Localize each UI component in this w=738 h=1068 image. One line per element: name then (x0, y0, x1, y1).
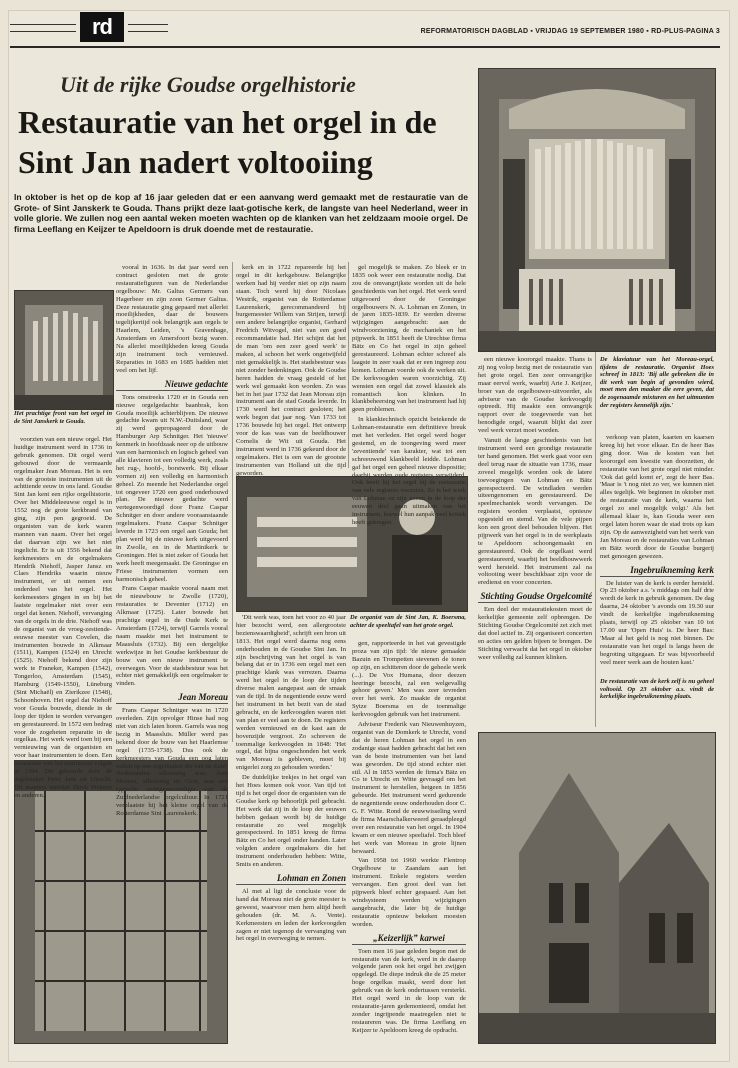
column-4-top (352, 264, 466, 526)
column-1-text: voorzien van een nieuw orgel. Het huidige instrument werd in 1736 in gebruik genomen. Dit orgel werd gebouwd door de vermaarde orgelmaker Jean Moreau. Het is een van de grootste instrumenten uit de achttiende eeuw in ons land. Goudse Sint Jan kent een rijke orgelhistorie. Over het Middeleeuwse orgel is in 1552 nog de grote kerkbrand van ging, zijn pen gegroeid. De organisten van de kerk waren mannen van naam. Over het orgel dat daarvan zijn we het niet ingelicht. Er is uit 1556 bekend dat kerkmeesters en de orgelmakers Hendrik Niehoff, Jasper Jansz en Claes Hendriks waarin nieuw instrument, er uit nemen een onderdeel van het orgel. Het kerkmeesters gingen in en bij het laatste orgelmaker niet over een orgel dat kenen. Niehoff, vervanging van de orgels in de drie. Niehoff was de organist van de vroeg-zestiende-eeuwse meester van Covelen, die instrumenten bouwde in Alkmaar (1511), Kampen (1524) en Utrecht (1525). Niehoff bekend door zijn werk te Franeker, Kampen (1542), Tongerloo, Amsterdam (1545), Hamburg (1549-1550), Lüneburg (Sint Michaël) en Zierikzee (1548), Schoonhoven. Het orgel dat Niehoff voor Gouda bouwde, diende in de loop der tijden te worden vervangen en gerestaureerd. In 1572 een bedrag voor de zogeheten reparatie in de orgelkas. Het werk werd toen bij een vernieuwing van de organisten en voor haar instrumenten te doen. Een restauratie van het instrument volgde in 1594. Dit gebeurde door de orgelmaker Peter Jans uit Utrecht. Dit mannen meester Dirck Pietersz en anderen. (14, 436, 112, 799)
column-6 (600, 434, 714, 674)
old-organ-photo (14, 290, 114, 410)
klaviatuur-caption: De klaviatuur van het Moreau-orgel, tijdens de restauratie. Organist Hoes schreef in 1813: 'Bij alle gebreken die in dit werk van begin af gevonden wierd, moet men den maaker die eere geven, dat de zogenaamde mixturen en het uitmunten der registers kennelijk zijn.' (600, 356, 714, 409)
column-3-text-c: De duidelijke trekjes in het orgel van het Hoes komen ook voor. Van tijd tot tijd is het orgel door de organisten van de Goudse kerk op behoorlijk peil gebracht. Het werk dat zij in de loop der eeuwen hebben gedaan wordt bij de huidige restauratie zo veel mogelijk gerespecteerd. In 1851 kreeg de firma Bätz en Co het orgel onder handen. Later volgden andere orgelmakers die het instrument onderhouden hebben: Witte, Smits en anderen. (236, 774, 346, 869)
column-4-text-b: In klanktechnisch opzicht betekende de Lohman-restauratie een definitieve breuk met het verleden. Het orgel werd hoger gestemd, en de toongeving werd meer 'zeventiende' van karakter, wat tot een schreeuwend klankbeeld leidde. Lohman gaf het orgel een geheel nieuwe dispositie; daarbij werden oude registers verwijderd. Ook heeft hij het orgel bij de restauratie van vele registers voorzien. Zo is het werk van Lohman en zijn zonen in de loop der eeuwen deel gaan uitmaken van het instrument, hoewel hun aanpak veel kritiek heeft gekregen. (352, 416, 466, 526)
logo-rule-left (10, 24, 76, 32)
column-5-text-c: Een deel der restauratiekosten moet de kerkelijke gemeente zelf opbrengen. De Stichting Goudse Orgelcomité zet zich met dat doel actief in. Zij organiseert concerten en acties om gelden bijeen te brengen. De Stichting verwacht dat het orgel in oktober weer volledig zal kunnen klinken. (478, 606, 592, 661)
column-3-text-d: Al met al ligt de conclusie voor de hand dat Moreau niet de grote meester is geweest, waarvoor men hem altijd heeft gehouden (dr. M. A. Vente). Kerkmeesters en leden der kerkvoogden zagen er niet tegenop de vervanging van het orgel in overweging te nemen. (236, 888, 346, 943)
church-photo (478, 732, 716, 1044)
masthead-bar (10, 10, 720, 48)
column-5-text-a: een nieuwe koororgel maakte. Thans is zij nog volop bezig met de restauratie van het grote orgel. Een zeer omvangrijke maar eervol werk, waarbij Arie J. Keijzer, broer van de orgelbouwer-uitvoerder, als adviseur van de Goudse kerkvoogdij optreedt. Hij maakte een omvangrijk rapport over de toegevoerde van het benodigde orgel, waaruit blijkt dat zeer veel werk verzet moet worden. (478, 356, 592, 435)
article-intro: In oktober is het op de kop af 16 jaar geleden dat er een aanvang werd gemaakt met de restauratie van de Grote- of Sint Janskerk te Gouda. Thans prijkt deze laat-gotische kerk, de langste van heel Nederland, weer in volle glorie. We zullen nog een aantal weken moeten wachten op de klanken van het zeldzaam mooie orgel. De firma Leeflang en Keijzer te Apeldoorn is druk doende met de restauratie. (14, 192, 468, 234)
old-organ-caption: Het prachtige front van het orgel in de Sint Janskerk te Gouda. (14, 410, 112, 425)
column-4-text-f: Toen men 16 jaar geleden begon met de restauratie van de kerk, werd in de daarop volgende jaren ook het orgel het zwijgen opgelegd. De diepe indruk die de 25 meter hoge orgelkas maakt, werd door het gebruik van de kerk ondertussen versterkt. Het orgel werd in de loop van de restauratie-jaren gedemonteerd, omdat het zonder ingrijpende maatregelen niet te restaureren was. De firma Leeflang en Keijzer te Apeldoorn kreeg de opdracht. (352, 947, 466, 1034)
column-3-lower (236, 614, 346, 1042)
subhead-keizerlijk-karwei: „Keizerlijk” karwei (352, 933, 466, 945)
column-rule (595, 352, 596, 727)
column-4-text-c: gen, rapporteerde in het vat gevestigde proza van zijn tijd: 'de nieuw gemaakte Bazuin en Trompetten stevenen de tonen op zijn, en schitteren door de geheele werk (...). De Vox Humana, door deezen heeringe bezocht, zal een welgevallig gehoor geven.' Men was zeer tevreden over het werk. Zo maakte de organist Sytze Boersma en de toenmalige kerkvoogden gebruik van het instrument. (352, 640, 466, 719)
column-6-text-b: De luister van de kerk is eerder hersteld. Op 23 oktober a.s. 's middags om half drie wordt de kerk in gebruik genomen. De dag daarna, 24 oktober 's avonds om 19.30 uur vindt de kerkelijke ingebruikneming plaats, terwijl op 25 oktober van 10 tot 17.00 uur 'Open Huis' is. De heer Bas: 'Maar al het geld is nog niet binnen. De restauratie van het orgel is langs heen de begroting uitgegaan. Er was bijvoorbeeld veel meer werk aan de houten kast.' (600, 579, 714, 666)
article-headline: Restauratie van het orgel in de Sint Jan nadert voltooiing (18, 104, 437, 180)
logo-rule-right (128, 24, 168, 32)
column-rule (232, 262, 233, 742)
column-3-top (236, 264, 346, 477)
column-2-text-d: Frans Caspar Schnitger was in 1720 overleden. Zijn opvolger Hinse had nog niet van zich laten horen. Garrels was nog bezig in Maassluis. Müller werd pas bekend door de bouw van het Haarlemse orgel (1735-1738). Dus ook de kerkmeesters van Gouda een oog laten vallen op een orgelmaker die van de Zuid-Nederlanden afkomstig was: Jean Moreau, afkomstig uit Gent, was een typische vertegenwoordiger van de Zuidnederlandse orgelcultuur. In 1721 verplaatste hij het kleine orgel van de Rotterdamse Sint Laurenskerk. (116, 707, 228, 817)
organist-caption: De organist van de Sint Jan, K. Boersma, achter de speeltafel van het grote orgel. (350, 614, 466, 629)
column-2 (116, 264, 228, 817)
subhead-ingebruikneming: Ingebruikneming kerk (600, 565, 714, 577)
column-6-text-a: verkoop van platen, kaarten en kaarsen kreeg hij het voor elkaar. En de heer Bas ging door. Was de kosten van het koororgel een kwestie van doorzetten, de restauratie van het grote orgel niet minder. 'Ook dat geld komt er', zegt de heer Bas. 'Maar is 't nog niet zo ver, we kunnen niet alles tegelijk. We beginnen in oktober met de restauratie van de kerk, waarna het orgel zo snel mogelijk volgt.' Als het allemaal klaar is, kan Gouda weer een orgel laten horen waar de stad trots op kan zijn. Op de aanwezigheid van het werk van Jan Moreau en de restauraties van Lohman en Bätz wordt door de Goudse burgerij met genoegen gewezen. (600, 434, 714, 560)
subhead-stichting: Stichting Goudse Orgelcomité (478, 591, 592, 603)
column-3-text-a: kerk en in 1722 repareerde hij het orgel in dit kerkgebouw. Belangrijke werken had hij verder niet op zijn naam staan. Toch werd hij door Nicolaas Westrik, organist van de Rotterdamse Laurenskerk, gerecommandeerd bij burgemeester Willem van Strijen, terwijl een andere belangrijke organist, Gerhard Fredrich Witvogel, niet van een goed recommandatie had. Het schijnt dat het de man 'om een zeer goed werk' te maken, al schoon het werk ongetwijfeld niet gemakkelijk is. Het stadsbestuur was niet zonder bedenkingen. Ook de Goudse heren hadden de vraag gesteld of het werk wel gemaakt kon worden. Zo was het in het jaar 1732 dat Jean Moreau zijn instrument aan de stad Gouda leverde. In 1730 werd het contract gesloten; het werk begon dat jaar nog. Van 1733 tot 1736 bouwde hij het orgel. Het ontwerp voor de kas was van de beeldhouwer Cornelis de Wit uit Gouda. Het instrument werd in 1736 gekeurd door de orgelmakers. Het is een van de grootste instrumenten van Holland uit die tijd geworden. (236, 264, 346, 477)
subhead-lohman-en-zonen: Lohman en Zonen (236, 873, 346, 885)
masthead-line: REFORMATORISCH DAGBLAD ▪ VRIJDAG 19 SEPTEMBER 1980 ▪ RD-PLUS-PAGINA 3 (420, 28, 720, 35)
column-5 (478, 356, 592, 728)
column-rule (348, 262, 349, 468)
newspaper-logo: rd (80, 12, 124, 42)
article-kicker: Uit de rijke Goudse orgelhistorie (60, 72, 356, 97)
subhead-nieuwe-gedachte: Nieuwe gedachte (116, 379, 228, 391)
column-2-text-a: vooral in 1636. In dat jaar werd een contract gesloten met de grote restauratiefiguren van de Nederlandse orgelbouw: Mr. Galtus Germers van Hagerbeer en zijn zoon Germer Galtus. Deze restauratie ging gepaard met allerlei moeilijkheden, daar de bouwers tegelijkertijd ook belangrijk aan orgels te Haarlem, Leiden, 's Gravenhage, Amsterdam en Amersfoort bezig waren. Na allerlei moeilijkheden kreeg Gouda zijn instrument toch vernieuwd. Reparaties in 1683 en 1685 hadden niet veel om het lijf. (116, 264, 228, 374)
subhead-jean-moreau: Jean Moreau (116, 692, 228, 704)
column-5-text-b: Vanuit de lange geschiedenis van het instrument werd een grondige restauratie ter hand genomen. Het werk gaat voor een deel terug naar de situatie van 1736, maar zoveel mogelijk worden ook de latere toevoegingen van Lohman en Bätz gerespecteerd. De windladen werden uiteengenomen en gerestaureerd. De speelmechaniek wordt vervangen. De registers worden verplaatst, opnieuw opgesteld en stemd. Van de vele pijpen kon een groot deel behouden blijven. Het pijpwerk van het orgel is in de werkplaats te Apeldoorn schoongemaakt en gerestaureerd. Ook de orgelkast werd gerestaureerd, waarbij het beeldhouwwerk werd hersteld. Het instrument zal na voltooiing weer beschikbaar zijn voor de eredienst en voor concerten. (478, 437, 592, 587)
column-4-text-d: Adviseur Frederik van Nieuwenhuyzen, organist van de Domkerk te Utrecht, vond dat de heren Lohman het orgel in een zodanige staat hadden gebracht dat het een van de beste instrumenten van het land was geworden. De tijd stond echter niet stil. Al in 1853 werden de firma's Bätz en Co te Utrecht en Witte gevraagd om het instrument te herstellen, hetgeen in 1856 gebeurde. Het instrument werd gedurende de negentiende eeuw onderhouden door C. G. F. Witte. Rond de eeuwwisseling werd de firma Maarschalkerweerd geraadpleegd over een restauratie van het orgel. In 1904 kwam er een nieuwe speeltafel. Toch bleef het werk van Moreau in grote lijnen bewaard. (352, 721, 466, 855)
column-4-text-a: gel mogelijk te maken. Zo bleek er in 1835 ook weer een restauratie nodig. Dat zou de omvangrijkste worden uit de hele geschiedenis van het orgel. Het werk werd uitgevoerd door de Groningse orgelbouwers N. A. Lohman en Zonen, in de jaren 1835-1839. Er werden diverse wijzigingen aangebracht: aan de windvoorziening, de mechaniek en het pijpwerk. In 1851 heeft de Utrechtse firma Bätz en Co het orgel in zijn geheel gerestaureerd. Lohman echter schreef als laagste in zeer vaak dat er een ingreep zou komen. Lohman voerde ook de werken uit. De kerkvoogden waren voorzichtig. Zij wensten een orgel dat zowel klassiek als romantisch kon klinken. In klankbeheersing van het instrument had hij geen problemen. (352, 264, 466, 414)
column-3-text-b: 'Dit werk was, toen het voor zo 40 jaar hier bezocht werd, een allergrootste bezienswaardigheid', schrijft een bron uit 1813. Het orgel werd daarna nog eens onderhouden in de Goudse Sint Jan. In zijn beschrijving van het orgel is van belang dat er in 1736 een orgel met een prachtige klank was verrezen. Daarna werd het orgel in de loop der tijden diverse malen aangepast aan de smaak van de tijd. In de negentiende eeuw werd het instrument in het bezit van de stad gebracht, en de kerkvoogden waren niet van plan er veel aan te doen. De registers werden vernieuwd en de kast aan de bovenzijde vergroot. Zo schreven de toenmalige kerkvoogden in 1848: 'Het orgel, dat bijna ongeschonden het werk van Moreau is gebleven, moet bij enigerlei zorg zo gehouden worden.' (236, 614, 346, 772)
column-4-text-e: Van 1958 tot 1960 werkte Flentrop Orgelbouw te Zaandam aan het instrument. Enkele registers werden vervangen. Een groot deel van het pijpwerk bleef echter gespaard. Aan het windsysteem werden wijzigingen aangebracht, die later bij de huidige restauratie opnieuw bekeken moesten worden. (352, 857, 466, 928)
column-1 (14, 436, 112, 799)
organ-front-photo (478, 68, 716, 352)
column-2-text-c: Frans Caspar maakte vooral naam met de nieuwbouw te Zwolle (1720), restauraties te Deventer (1712) en Alkmaar (1725). Later bouwde het prachtige orgel in de Oude Kerk te Amsterdam (1724), terwijl Garrels vooral naam maakte met het instrument te Maassluis (1732). Bij een dergelijke werkwijze in het Goudse kerkbestuur de bouw van een nieuw instrument te overwegen. Voor de stadsbestuur was het echter niet gemakkelijk een orgelmaker te vinden. (116, 585, 228, 688)
column-4-lower (352, 640, 466, 1042)
church-caption: De restauratie van de kerk zelf is nu geheel voltooid. Op 23 oktober a.s. vindt de kerkelijke ingebruikneming plaats. (600, 678, 714, 701)
column-2-text-b: Tons omstreeks 1720 er in Gouda een nieuwe orgelgedachte baanbrak, kon Gouda moeilijk achterblijven. De nieuwe gedachte kwam uit N.W.-Duitsland, waar zij werd gepropageerd door de Hamburger Arp Schnitger. Het 'nieuwe' kenmerk in hoofdzaak neer op de uitbouw van een harmonisch en logisch geheel van alle klavieren tot een volledig werk, zoals het rug-, hoofd-, borstwerk. Bij elkaar vormen zij een volledig en harmonisch geheel. Zo meende het Nederlandse orgel tot ongeveer 1720 een goed onderbouwd plan. De nieuwe gedachte werd vertegenwoordigd door Franz Caspar Schnitger en door andere vooraanstaande orgelmakers. Franz Caspar Schnitger leverde in 1723 een orgel aan Gouda; het plan werd bij de nieuwe kerk uitgevoerd in Zwolle, en in de Martinikerk te Groningen. Het is niet zeker of Gouda het werk heeft meegemaakt. De Groningse en Friese instrumenten vormen een harmonisch geheel. (116, 393, 228, 583)
